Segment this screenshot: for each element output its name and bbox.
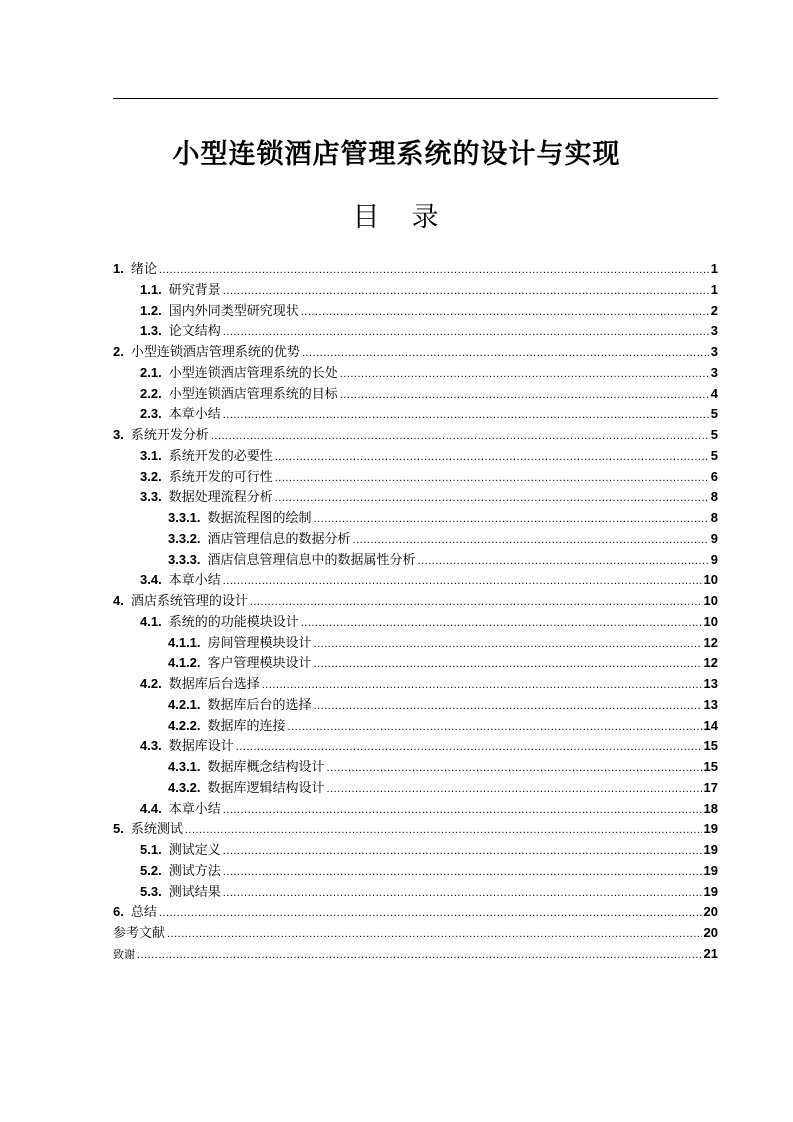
toc-entry[interactable] <box>113 363 718 384</box>
toc-entry-title: 酒店信息管理信息中的数据属性分析 <box>207 552 416 568</box>
toc-entry[interactable] <box>113 902 718 923</box>
toc-entry-number: 5.1. <box>140 842 162 857</box>
toc-entry[interactable] <box>113 778 718 799</box>
toc-entry-page-number: 8 <box>710 510 718 525</box>
toc-heading-right: 录 <box>411 202 441 233</box>
toc-entry-page-number: 10 <box>703 572 718 588</box>
toc-entry[interactable] <box>113 882 718 903</box>
toc-entry-title: 数据库设计 <box>168 739 234 755</box>
toc-entry[interactable] <box>113 674 718 695</box>
toc-dot-leader <box>314 696 702 717</box>
toc-dot-leader <box>236 737 702 758</box>
toc-entry-number: 4. <box>113 593 124 608</box>
toc-entry-title: 数据库后台的选择 <box>207 697 312 713</box>
toc-entry-number: 2.3. <box>140 406 162 422</box>
toc-dot-leader <box>418 551 709 572</box>
toc-dot-leader <box>223 862 702 883</box>
toc-entry-page-number: 12 <box>703 634 718 650</box>
toc-entry-number: 2. <box>113 344 124 359</box>
toc-entry[interactable] <box>113 716 718 737</box>
toc-dot-leader <box>275 447 709 468</box>
toc-entry[interactable] <box>113 259 718 280</box>
toc-entry-number: 3.2. <box>140 468 162 484</box>
toc-entry-number: 3.1. <box>140 447 162 463</box>
toc-dot-leader <box>159 260 709 281</box>
toc-entry-number: 4.4. <box>140 800 162 816</box>
toc-entry[interactable] <box>113 321 718 342</box>
toc-entry-page-number: 21 <box>703 945 718 961</box>
toc-entry-number: 4.2.2. <box>168 717 201 733</box>
toc-dot-leader <box>314 634 702 655</box>
toc-entry-number: 5. <box>113 821 124 837</box>
toc-entry-title: 本章小结 <box>168 407 221 423</box>
toc-entry-title: 测试方法 <box>168 863 221 879</box>
toc-entry-number: 4.2.1. <box>168 696 201 712</box>
toc-entry-page-number: 2 <box>710 302 718 318</box>
toc-entry-number: 4.1.1. <box>168 634 201 650</box>
toc-entry-number: 4.1.2. <box>168 655 201 671</box>
document-title: 小型连锁酒店管理系统的设计与实现 <box>172 139 621 170</box>
toc-entry[interactable] <box>113 404 718 425</box>
toc-entry-number: 3.4. <box>140 572 162 588</box>
toc-dot-leader <box>275 468 709 489</box>
toc-dot-leader <box>167 924 702 945</box>
toc-entry-page-number: 19 <box>703 842 718 857</box>
toc-entry-page-number: 19 <box>703 883 718 899</box>
toc-entry-number: 5.3. <box>140 883 162 899</box>
toc-entry-title: 系统开发的可行性 <box>168 469 273 485</box>
toc-dot-leader <box>353 530 709 551</box>
toc-entry-title: 客户管理模块设计 <box>207 656 312 672</box>
toc-entry[interactable] <box>113 591 718 612</box>
toc-entry-page-number: 1 <box>710 281 718 297</box>
toc-entry-page-number: 17 <box>703 779 718 795</box>
toc-entry-page-number: 4 <box>710 385 718 401</box>
toc-dot-leader <box>275 488 709 509</box>
toc-entry[interactable] <box>113 529 718 550</box>
toc-entry-page-number: 9 <box>710 530 718 546</box>
toc-entry-title: 总结 <box>130 905 157 921</box>
toc-dot-leader <box>137 945 702 966</box>
toc-entry-number: 4.3. <box>140 738 162 754</box>
toc-entry-number: 3. <box>113 427 124 442</box>
toc-entry-title: 研究背景 <box>168 282 221 298</box>
toc-dot-leader <box>302 343 709 364</box>
toc-entry-title: 数据处理流程分析 <box>168 490 273 506</box>
toc-dot-leader <box>340 385 709 406</box>
toc-entry-page-number: 3 <box>710 364 718 380</box>
toc-dot-leader <box>327 758 702 779</box>
toc-entry-title: 系统的的功能模块设计 <box>168 614 299 630</box>
toc-entry-title: 系统开发的必要性 <box>168 448 273 464</box>
toc-entry-title: 测试结果 <box>168 884 221 900</box>
toc-entry-page-number: 19 <box>703 862 718 878</box>
toc-entry-number: 4.3.2. <box>168 779 201 795</box>
toc-entry-page-number: 6 <box>710 468 718 484</box>
toc-entry-number: 2.2. <box>140 385 162 401</box>
toc-entry-page-number: 20 <box>703 925 718 940</box>
toc-entry-number: 1.3. <box>140 323 162 339</box>
toc-entry[interactable] <box>113 467 718 488</box>
toc-dot-leader <box>301 302 709 323</box>
toc-dot-leader <box>301 613 702 634</box>
toc-entry[interactable] <box>113 508 718 529</box>
toc-entry-page-number: 14 <box>703 717 718 733</box>
toc-entry-page-number: 5 <box>710 406 718 422</box>
toc-entry[interactable] <box>113 487 718 508</box>
toc-entry[interactable] <box>113 446 718 467</box>
header-rule <box>113 98 718 99</box>
table-of-contents <box>113 259 718 965</box>
toc-entry-page-number: 5 <box>710 427 718 442</box>
toc-dot-leader <box>223 883 702 904</box>
toc-entry-title: 本章小结 <box>168 573 221 589</box>
toc-dot-leader <box>185 820 702 841</box>
toc-entry[interactable] <box>113 840 718 861</box>
toc-entry-page-number: 12 <box>703 655 718 671</box>
toc-entry-page-number: 10 <box>703 613 718 629</box>
toc-dot-leader <box>159 903 702 924</box>
toc-entry-number: 1. <box>113 261 124 276</box>
toc-entry-page-number: 13 <box>703 676 718 691</box>
toc-entry-title: 参考文献 <box>113 926 166 941</box>
toc-entry-number: 3.3.1. <box>168 510 201 525</box>
toc-entry[interactable] <box>113 923 718 944</box>
toc-entry-title: 数据流程图的绘制 <box>207 511 312 526</box>
toc-entry-title: 数据库概念结构设计 <box>207 760 325 775</box>
toc-entry[interactable] <box>113 736 718 757</box>
toc-entry[interactable] <box>113 633 718 654</box>
toc-entry-title: 论文结构 <box>168 324 221 340</box>
toc-entry-number: 2.1. <box>140 364 162 380</box>
toc-dot-leader <box>211 426 709 447</box>
toc-dot-leader <box>223 281 709 302</box>
toc-dot-leader <box>314 509 709 530</box>
toc-entry-title: 本章小结 <box>168 801 221 817</box>
toc-entry-title: 数据库的连接 <box>207 718 286 734</box>
toc-entry[interactable] <box>113 301 718 322</box>
toc-dot-leader <box>223 405 709 426</box>
toc-entry-number: 1.1. <box>140 281 162 297</box>
toc-entry-title: 小型连锁酒店管理系统的目标 <box>168 386 338 402</box>
toc-entry[interactable] <box>113 799 718 820</box>
toc-entry-page-number: 1 <box>710 261 718 276</box>
toc-entry-number: 4.2. <box>140 676 162 691</box>
toc-heading <box>0 198 793 238</box>
toc-entry-title: 房间管理模块设计 <box>207 635 312 651</box>
toc-dot-leader <box>223 800 702 821</box>
toc-entry[interactable] <box>113 819 718 840</box>
toc-dot-leader <box>223 571 702 592</box>
toc-entry[interactable] <box>113 612 718 633</box>
toc-entry[interactable] <box>113 757 718 778</box>
toc-entry-title: 酒店系统管理的设计 <box>130 594 248 609</box>
toc-entry-title: 数据库后台选择 <box>168 677 260 692</box>
toc-entry[interactable] <box>113 384 718 405</box>
toc-entry[interactable] <box>113 280 718 301</box>
toc-dot-leader <box>314 654 702 675</box>
toc-entry[interactable] <box>113 653 718 674</box>
toc-entry-page-number: 18 <box>703 800 718 816</box>
toc-entry-page-number: 15 <box>703 759 718 774</box>
toc-entry-title: 致谢 <box>113 947 135 961</box>
toc-entry-page-number: 19 <box>703 821 718 837</box>
toc-dot-leader <box>288 717 702 738</box>
toc-entry-page-number: 10 <box>703 593 718 608</box>
toc-entry-title: 测试定义 <box>168 843 221 858</box>
toc-entry-number: 4.1. <box>140 613 162 629</box>
toc-dot-leader <box>223 841 702 862</box>
toc-dot-leader <box>250 592 702 613</box>
toc-entry[interactable] <box>113 861 718 882</box>
toc-entry-number: 1.2. <box>140 302 162 318</box>
toc-heading-left: 目 <box>352 202 382 233</box>
toc-entry[interactable] <box>113 570 718 591</box>
toc-entry-number: 5.2. <box>140 862 162 878</box>
toc-entry-page-number: 5 <box>710 447 718 463</box>
toc-entry[interactable] <box>113 425 718 446</box>
toc-entry[interactable] <box>113 944 718 965</box>
toc-entry-page-number: 3 <box>710 344 718 359</box>
toc-dot-leader <box>340 364 709 385</box>
toc-entry[interactable] <box>113 695 718 716</box>
toc-entry-number: 4.3.1. <box>168 759 201 774</box>
toc-entry[interactable] <box>113 342 718 363</box>
toc-entry-title: 国内外同类型研究现状 <box>168 303 299 319</box>
toc-dot-leader <box>262 675 702 696</box>
toc-entry-page-number: 15 <box>703 738 718 754</box>
toc-entry-title: 系统测试 <box>130 822 183 838</box>
toc-entry-page-number: 9 <box>710 551 718 567</box>
toc-entry-title: 数据库逻辑结构设计 <box>207 780 325 796</box>
toc-entry-title: 系统开发分析 <box>130 428 209 443</box>
toc-entry-number: 3.3.2. <box>168 530 201 546</box>
toc-entry-number: 3.3. <box>140 489 162 505</box>
toc-entry[interactable] <box>113 550 718 571</box>
toc-dot-leader <box>327 779 702 800</box>
toc-entry-page-number: 20 <box>703 904 718 920</box>
toc-entry-title: 小型连锁酒店管理系统的优势 <box>130 345 300 360</box>
toc-dot-leader <box>223 322 709 343</box>
toc-entry-page-number: 13 <box>703 696 718 712</box>
toc-entry-title: 酒店管理信息的数据分析 <box>207 531 351 547</box>
toc-entry-page-number: 3 <box>710 323 718 339</box>
toc-entry-title: 小型连锁酒店管理系统的长处 <box>168 365 338 381</box>
toc-entry-page-number: 8 <box>710 489 718 505</box>
toc-entry-number: 6. <box>113 904 124 920</box>
toc-entry-number: 3.3.3. <box>168 551 201 567</box>
toc-entry-title: 绪论 <box>130 262 157 277</box>
